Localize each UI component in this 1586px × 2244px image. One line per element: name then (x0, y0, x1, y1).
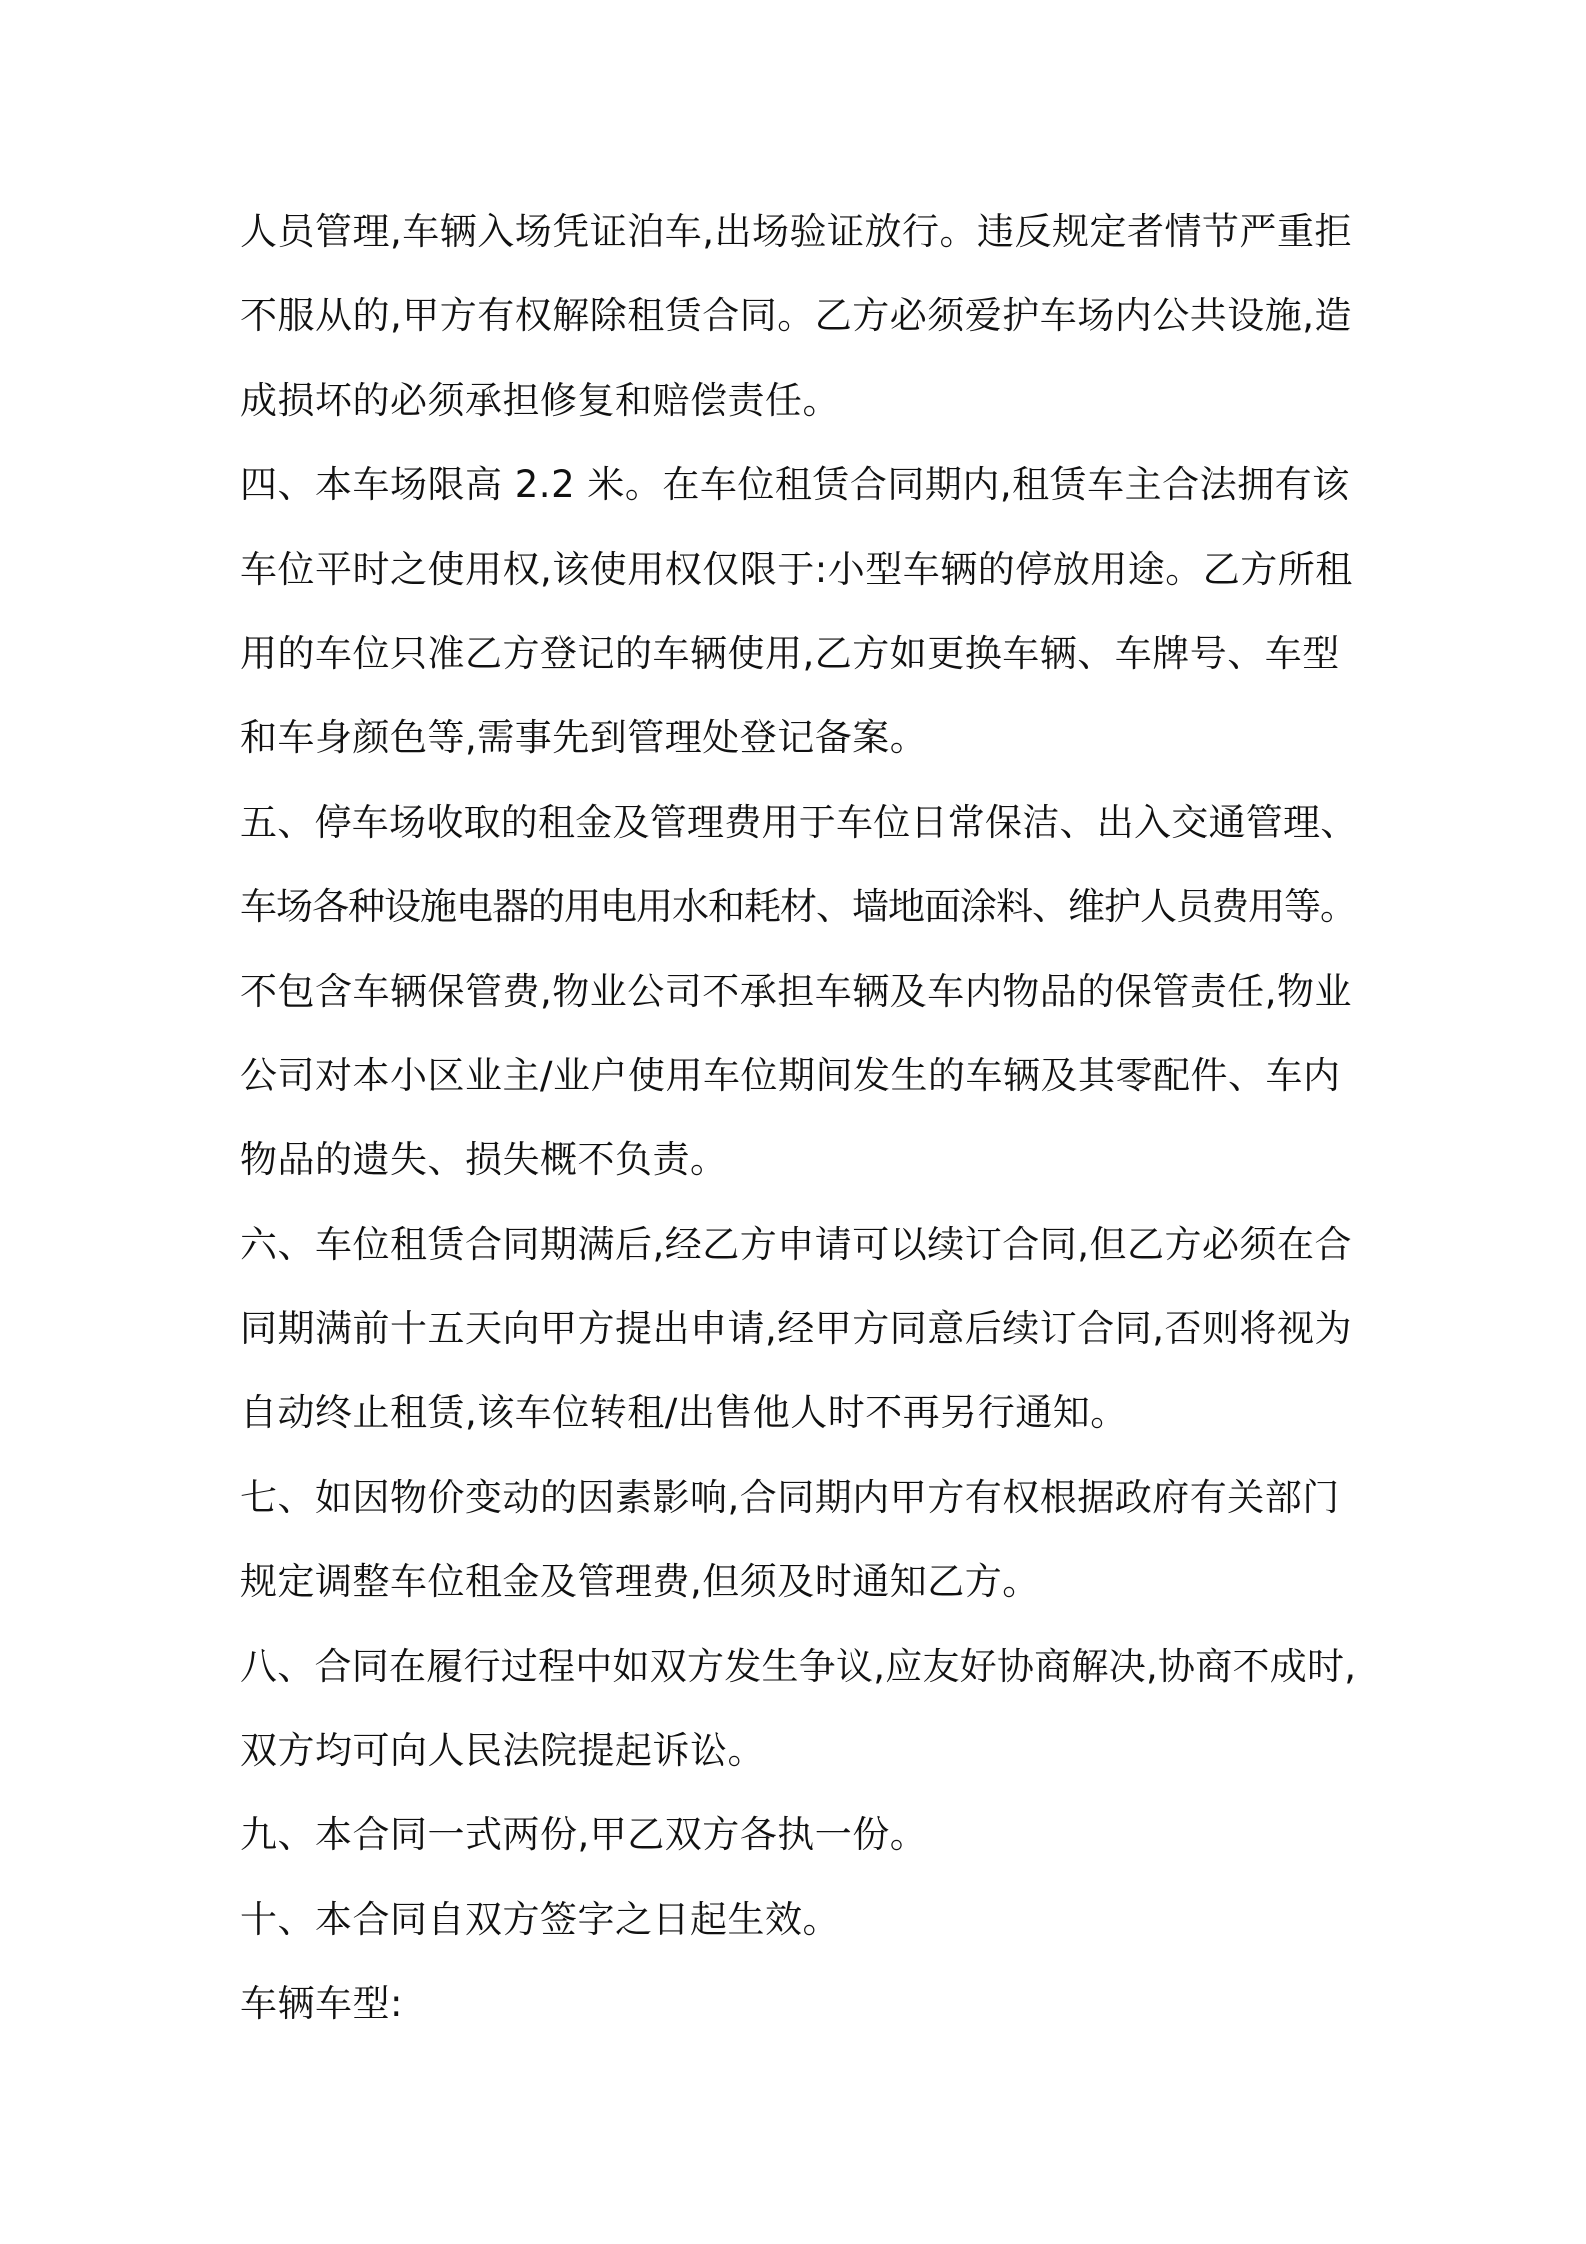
text-line: 成损坏的必须承担修复和赔偿责任。 (240, 378, 840, 422)
text-line: 不服从的,甲方有权解除租赁合同。乙方必须爱护车场内公共设施,造 (240, 294, 1353, 338)
text-line: 规定调整车位租金及管理费,但须及时通知乙方。 (240, 1560, 1040, 1604)
vehicle-type-label: 车辆车型: (240, 1982, 403, 2026)
text-line: 用的车位只准乙方登记的车辆使用,乙方如更换车辆、车牌号、车型 (240, 631, 1340, 675)
clause-9-line: 九、本合同一式两份,甲乙双方各执一份。 (240, 1813, 928, 1857)
clause-8-line: 八、合同在履行过程中如双方发生争议,应友好协商解决,协商不成时, (240, 1644, 1357, 1688)
text-line: 和车身颜色等,需事先到管理处登记备案。 (240, 716, 928, 760)
document-body (240, 190, 1360, 2047)
clause-10-line: 十、本合同自双方签字之日起生效。 (240, 1897, 840, 1941)
text-line: 车位平时之使用权,该使用权仅限于:小型车辆的停放用途。乙方所租 (240, 547, 1353, 591)
text-line: 人员管理,车辆入场凭证泊车,出场验证放行。违反规定者情节严重拒 (240, 210, 1353, 253)
text-line: 不包含车辆保管费,物业公司不承担车辆及车内物品的保管责任,物业 (240, 969, 1353, 1013)
clause-4-line: 四、本车场限高 2.2 米。在车位租赁合同期内,租赁车主合法拥有该 (240, 463, 1350, 507)
clause-7-line: 七、如因物价变动的因素影响,合同期内甲方有权根据政府有关部门 (240, 1475, 1340, 1519)
clause-5-line: 五、停车场收取的租金及管理费用于车位日常保洁、出入交通管理、 (240, 800, 1358, 844)
text-line: 物品的遗失、损失概不负责。 (240, 1138, 728, 1182)
text-line: 车场各种设施电器的用电用水和耗材、墙地面涂料、维护人员费用等。 (240, 885, 1356, 929)
text-line: 公司对本小区业主/业户使用车位期间发生的车辆及其零配件、车内 (240, 1053, 1341, 1097)
text-line: 双方均可向人民法院提起诉讼。 (240, 1729, 765, 1773)
text-line: 同期满前十五天向甲方提出申请,经甲方同意后续订合同,否则将视为 (240, 1307, 1353, 1351)
text-line: 自动终止租赁,该车位转租/出售他人时不再另行通知。 (240, 1391, 1128, 1435)
clause-6-line: 六、车位租赁合同期满后,经乙方申请可以续订合同,但乙方必须在合 (240, 1222, 1353, 1266)
